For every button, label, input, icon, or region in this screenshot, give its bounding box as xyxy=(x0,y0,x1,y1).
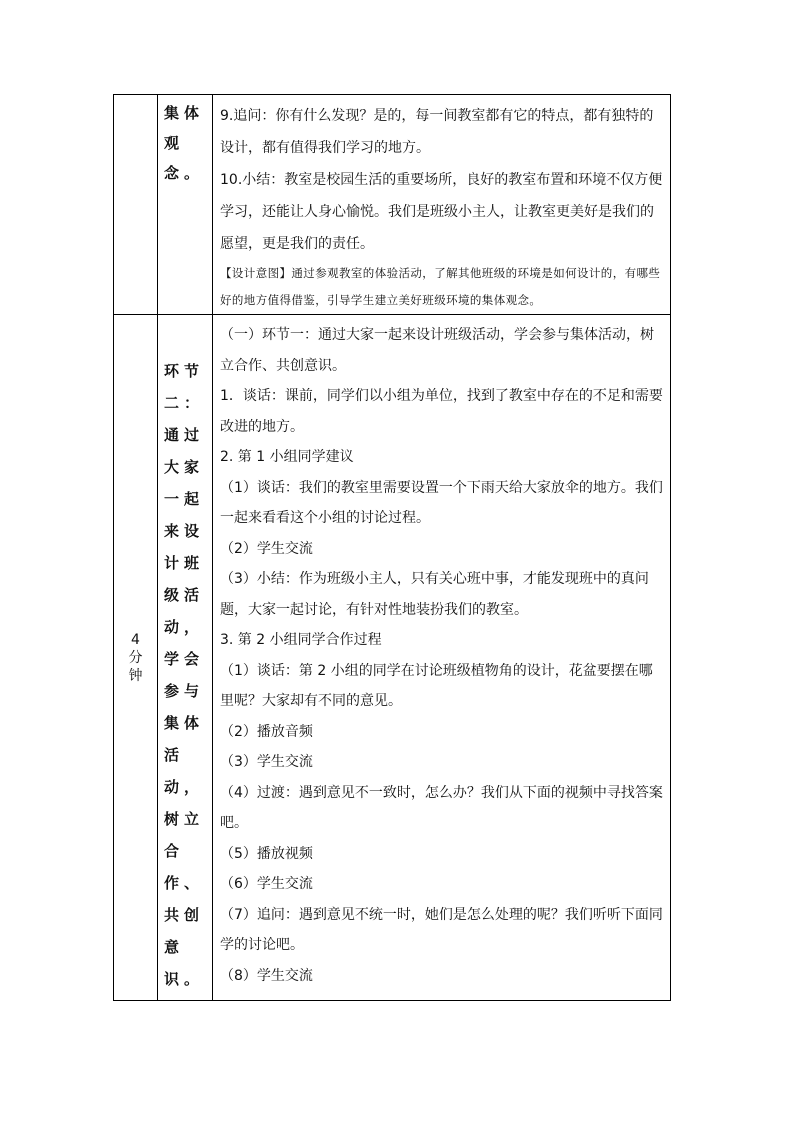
paragraph: （6）学生交流 xyxy=(220,876,313,892)
paragraph: （4）过渡：遇到意见不一致时，怎么办？我们从下面的视频中寻找答案吧。 xyxy=(220,784,663,831)
paragraph: （2）播放音频 xyxy=(220,723,313,740)
paragraph: （7）追问：遇到意见不统一时，她们是怎么处理的呢？我们听听下面同学的讨论吧。 xyxy=(220,906,663,953)
time-text: 4分钟 xyxy=(128,631,143,684)
content-cell xyxy=(213,315,671,1001)
table-row xyxy=(114,95,671,315)
paragraph: （1）谈话：第 2 小组的同学在讨论班级植物角的设计，花盆要摆在哪里呢？大家却有不同的意见。 xyxy=(220,662,653,709)
paragraph: （2）学生交流 xyxy=(220,540,313,557)
paragraph: （8）学生交流 xyxy=(220,967,313,984)
stage-cell xyxy=(158,315,213,1001)
paragraph: （1）谈话：我们的教室里需要设置一个下雨天给大家放伞的地方。我们一起来看看这个小组的讨论过程。 xyxy=(220,479,663,526)
time-cell xyxy=(114,315,158,1001)
time-cell xyxy=(114,95,158,315)
paragraph: （5）播放视频 xyxy=(220,845,313,862)
paragraph: 10.小结：教室是校园生活的重要场所，良好的教室布置和环境不仅方便学习，还能让人身心愉悦。我们是班级小主人，让教室更美好是我们的愿望，更是我们的责任。 xyxy=(220,172,663,252)
content-cell xyxy=(213,95,671,315)
paragraph: （3）小结：作为班级小主人，只有关心班中事，才能发现班中的真问题，大家一起讨论，有针对性地装扮我们的教室。 xyxy=(220,571,649,618)
design-intent: 【设计意图】通过参观教室的体验活动，了解其他班级的环境是如何设计的，有哪些好的地方值得借鉴，引导学生建立美好班级环境的集体观念。 xyxy=(220,266,661,307)
paragraph: （一）环节一：通过大家一起来设计班级活动，学会参与集体活动，树立合作、共创意识。 xyxy=(220,327,654,374)
stage-cell xyxy=(158,95,213,315)
stage-title: 集体观念。 xyxy=(164,104,205,182)
stage-title: 环节二：通过大家一起来设计班级活动，学会参与集体活动，树立合作、共创意识。 xyxy=(164,362,205,988)
table-row xyxy=(114,315,671,1001)
paragraph: 2. 第 1 小组同学建议 xyxy=(220,449,354,465)
lesson-plan-table xyxy=(113,94,671,1001)
paragraph: 3. 第 2 小组同学合作过程 xyxy=(220,632,382,648)
paragraph: 9.追问：你有什么发现？是的，每一间教室都有它的特点，都有独特的设计，都有值得我们学习的地方。 xyxy=(220,108,654,156)
paragraph: 1．谈话：课前，同学们以小组为单位，找到了教室中存在的不足和需要改进的地方。 xyxy=(220,388,663,435)
paragraph: （3）学生交流 xyxy=(220,754,313,770)
